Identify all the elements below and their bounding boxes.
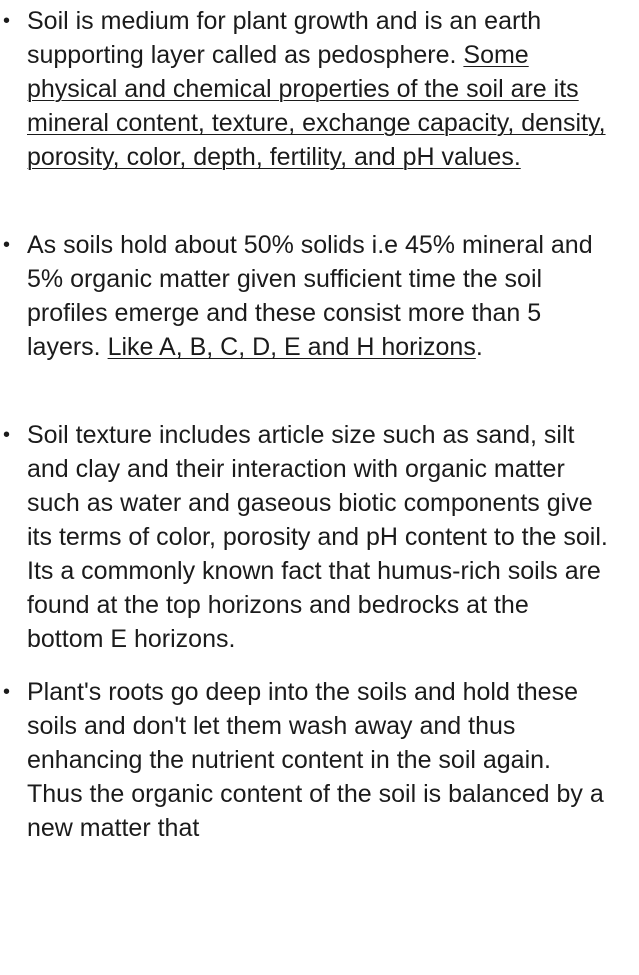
bullet-underlined-text: Like A, B, C, D, E and H horizons: [107, 333, 476, 361]
bullet-trailing-text: .: [475, 333, 483, 361]
bullet-item-soil-texture: [0, 418, 639, 656]
bullet-marker: •: [3, 681, 11, 703]
bullet-item-soil-solids: [0, 228, 639, 364]
bullet-text: Soil is medium for plant growth and is an earth supporting layer called as pedosphere.: [27, 7, 542, 69]
bullet-underlined-text: Some physical and chemical properties of the soil are its mineral content, texture, exchange capacity, density, porosity, color, depth, fertility, and pH values.: [27, 41, 606, 171]
bullet-marker: •: [3, 234, 11, 256]
bullet-text: As soils hold about 50% solids i.e 45% mineral and 5% organic matter given sufficient time the soil profiles emerge and these consist more than 5 layers.: [27, 231, 593, 361]
bullet-marker: •: [3, 10, 11, 32]
bullet-item-plant-roots: [0, 675, 639, 845]
bullet-text: Soil texture includes article size such as sand, silt and clay and their interaction with organic matter such as water and gaseous biotic components give its terms of color, porosity and pH content to the soil. Its a commonly known fact that humus-rich soils are found at the top horizons and bedrocks at the bottom E horizons.: [27, 421, 608, 653]
bullet-list: [0, 4, 639, 845]
bullet-marker: •: [3, 424, 11, 446]
bullet-text: Plant's roots go deep into the soils and hold these soils and don't let them wash away and thus enhancing the nutrient content in the soil again. Thus the organic content of the soil is balanced by a new matter that: [27, 678, 604, 842]
bullet-item-soil-medium: [0, 4, 639, 174]
